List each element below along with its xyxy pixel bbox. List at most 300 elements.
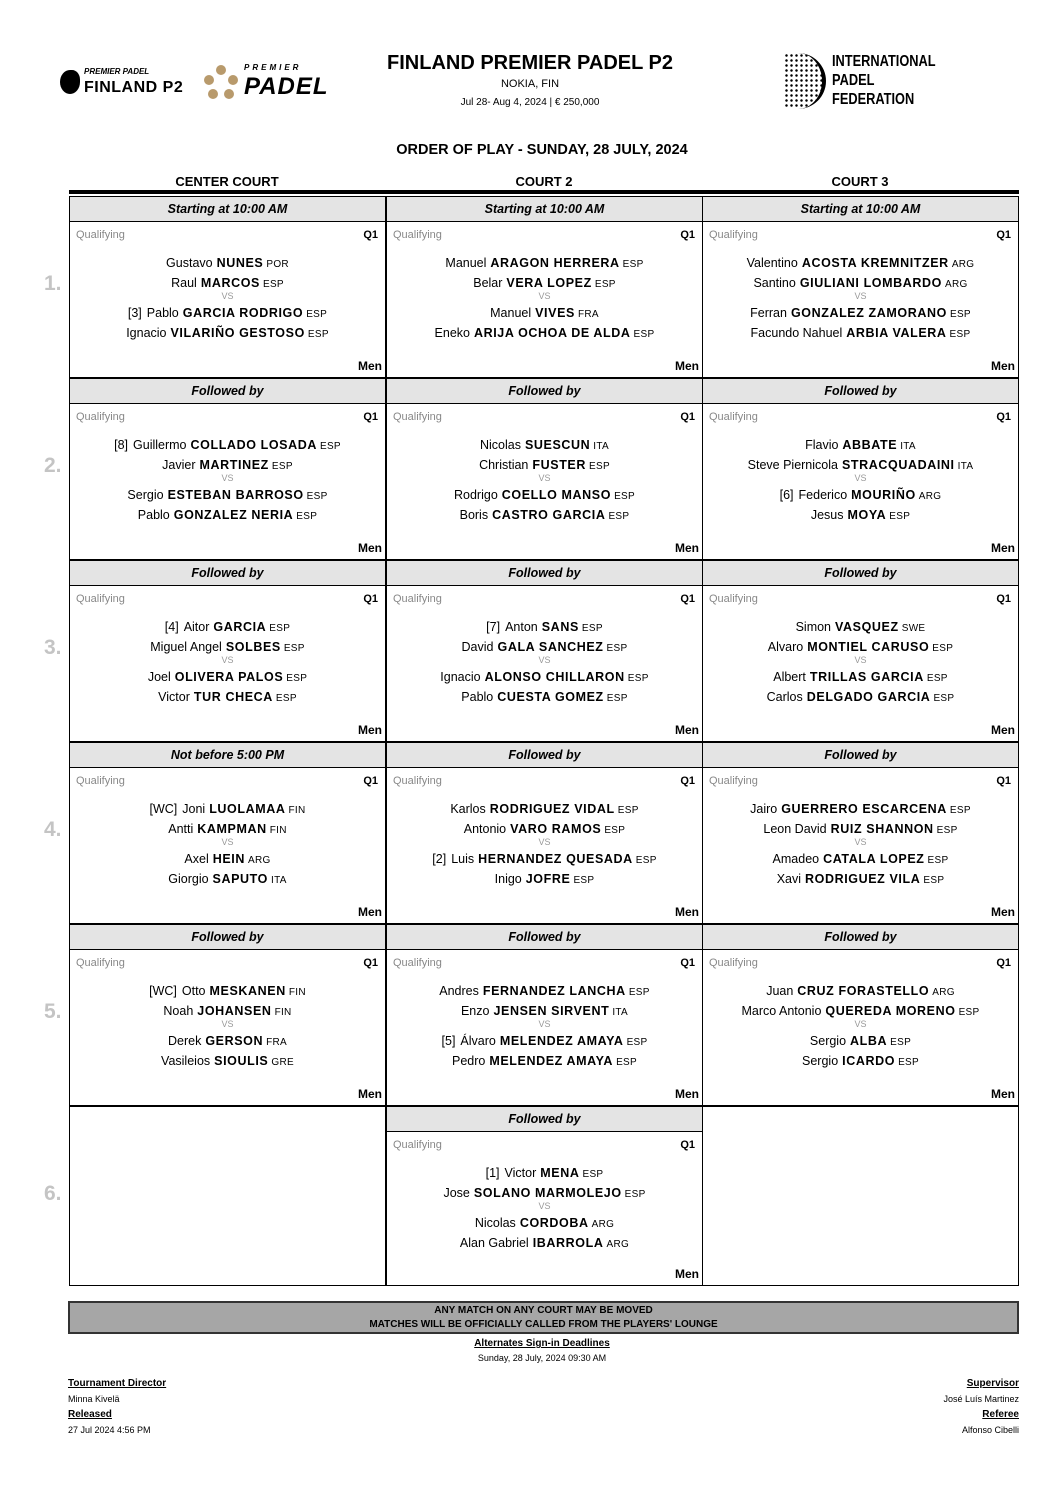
player xyxy=(70,508,385,524)
time-band: Followed by xyxy=(386,924,703,950)
player-country: ESP xyxy=(608,511,630,522)
player-last-name: MELENDEZ AMAYA xyxy=(489,1054,614,1068)
player-country: ESP xyxy=(589,461,610,472)
player-first-name: Sergio xyxy=(802,1054,839,1068)
player-first-name: Albert xyxy=(773,670,806,684)
match-category: Qualifying xyxy=(393,957,442,969)
director-name: Minna Kivelä xyxy=(68,1394,120,1404)
player-last-name: COLLADO LOSADA xyxy=(190,438,317,452)
player xyxy=(387,438,702,454)
player-first-name: Nicolas xyxy=(474,1216,516,1230)
player-country: ESP xyxy=(622,259,644,270)
match-gender: Men xyxy=(675,1267,699,1281)
player xyxy=(387,1166,702,1182)
player-last-name: GARCIA xyxy=(213,620,267,634)
vs-label: VS xyxy=(538,1201,551,1211)
player-last-name: JENSEN SIRVENT xyxy=(493,1004,610,1018)
notice-banner xyxy=(68,1301,1019,1334)
player xyxy=(70,670,385,686)
player-first-name: Antonio xyxy=(463,822,507,836)
referee-name: Alfonso Cibelli xyxy=(961,1425,1019,1435)
row-number: 1. xyxy=(44,272,62,295)
court-header-center: CENTER COURT xyxy=(175,174,279,189)
row-number: 6. xyxy=(44,1182,62,1205)
player xyxy=(70,326,385,342)
player-last-name: IBARROLA xyxy=(532,1236,604,1250)
match-gender: Men xyxy=(675,723,699,737)
player-country: ESP xyxy=(889,511,911,522)
player-last-name: MELENDEZ AMAYA xyxy=(499,1034,624,1048)
player-country: ARG xyxy=(591,1219,615,1230)
player-country: ESP xyxy=(275,693,297,704)
vs-label: VS xyxy=(538,655,551,665)
player xyxy=(703,640,1018,656)
player-country: ESP xyxy=(624,1189,646,1200)
player-country: ARG xyxy=(932,987,955,998)
ipf-logo xyxy=(784,52,961,109)
match-gender: Men xyxy=(358,723,382,737)
player-first-name: Luis xyxy=(451,852,475,866)
player xyxy=(70,306,385,322)
player-last-name: GALA SANCHEZ xyxy=(497,640,604,654)
player-first-name: Noah xyxy=(163,1004,194,1018)
player-country: ESP xyxy=(635,855,657,866)
match-cell xyxy=(69,768,386,924)
match-round: Q1 xyxy=(363,229,378,241)
player-first-name: Valentino xyxy=(746,256,798,270)
player-first-name: Vasileios xyxy=(161,1054,211,1068)
player-country: ESP xyxy=(926,673,948,684)
match-round: Q1 xyxy=(996,957,1011,969)
player-first-name: Simon xyxy=(795,620,832,634)
player xyxy=(703,276,1018,292)
player-country: ESP xyxy=(283,643,305,654)
player xyxy=(703,438,1018,454)
match-gender: Men xyxy=(358,541,382,555)
notice-line: MATCHES WILL BE OFFICIALLY CALLED FROM THE PLAYERS' LOUNGE xyxy=(369,1319,718,1330)
vs-label: VS xyxy=(221,837,234,847)
player-first-name: Pablo xyxy=(461,690,494,704)
empty-slot xyxy=(702,1106,1019,1286)
tournament-location: NOKIA, FIN xyxy=(500,78,560,90)
player-country: ESP xyxy=(958,1007,980,1018)
finland-p2-logo xyxy=(60,66,183,97)
player-seed: [5] xyxy=(441,1034,456,1048)
supervisor-name: José Luís Martinez xyxy=(943,1394,1019,1404)
flower-icon xyxy=(204,65,238,99)
player-first-name: Sergio xyxy=(127,488,164,502)
match-cell xyxy=(69,222,386,378)
player-last-name: ESTEBAN BARROSO xyxy=(167,488,304,502)
player-last-name: SAPUTO xyxy=(212,872,269,886)
player xyxy=(703,1034,1018,1050)
player-country: ESP xyxy=(927,855,949,866)
time-band: Starting at 10:00 AM xyxy=(386,196,703,222)
player-first-name: Ignacio xyxy=(126,326,167,340)
player-country: ARG xyxy=(944,279,968,290)
player xyxy=(70,852,385,868)
player-last-name: HERNANDEZ QUESADA xyxy=(478,852,633,866)
match-cell xyxy=(702,768,1019,924)
match-round: Q1 xyxy=(363,411,378,423)
logo-text: PADEL xyxy=(244,73,329,100)
player-first-name: Jose xyxy=(443,1186,470,1200)
released-label: Released xyxy=(68,1409,112,1420)
match-category: Qualifying xyxy=(76,229,125,241)
match-cell xyxy=(702,222,1019,378)
match-category: Qualifying xyxy=(76,411,125,423)
footer-right xyxy=(943,1378,1019,1436)
player-country: ESP xyxy=(949,329,971,340)
time-band: Followed by xyxy=(386,1106,703,1132)
player-last-name: VILARIÑO GESTOSO xyxy=(170,326,305,340)
player-first-name: Christian xyxy=(479,458,529,472)
match-category: Qualifying xyxy=(393,229,442,241)
player-country: ITA xyxy=(612,1007,629,1018)
player xyxy=(70,1004,385,1020)
premier-padel-mark-icon xyxy=(60,70,80,94)
logo-text: PADEL xyxy=(832,72,875,89)
player-first-name: Pablo xyxy=(146,306,179,320)
player xyxy=(703,1004,1018,1020)
player-last-name: SOLBES xyxy=(225,640,281,654)
player xyxy=(387,690,702,706)
match-category: Qualifying xyxy=(709,593,758,605)
player-country: ESP xyxy=(626,1037,648,1048)
vs-label: VS xyxy=(854,1019,867,1029)
player-first-name: Alvaro xyxy=(767,640,804,654)
player-country: ESP xyxy=(582,1169,604,1180)
player-first-name: Otto xyxy=(181,984,206,998)
player-first-name: Xavi xyxy=(776,872,802,886)
player xyxy=(703,256,1018,272)
match-gender: Men xyxy=(991,1087,1015,1101)
match-round: Q1 xyxy=(996,775,1011,787)
player-last-name: TRILLAS GARCIA xyxy=(809,670,924,684)
player-seed: [2] xyxy=(432,852,447,866)
player-country: ESP xyxy=(949,309,971,320)
vs-label: VS xyxy=(538,473,551,483)
match-cell xyxy=(386,222,703,378)
player-first-name: Victor xyxy=(158,690,190,704)
match-category: Qualifying xyxy=(709,411,758,423)
match-gender: Men xyxy=(675,905,699,919)
player-last-name: ALBA xyxy=(850,1034,888,1048)
player-country: ARG xyxy=(248,855,271,866)
player xyxy=(387,984,702,1000)
player xyxy=(70,438,385,454)
player xyxy=(70,458,385,474)
match-cell xyxy=(69,586,386,742)
player-country: ESP xyxy=(573,875,595,886)
player-country: ITA xyxy=(957,461,974,472)
match-gender: Men xyxy=(991,359,1015,373)
vs-label: VS xyxy=(221,291,234,301)
time-band: Followed by xyxy=(386,742,703,768)
player-last-name: GONZALEZ NERIA xyxy=(173,508,294,522)
player-seed: [WC] xyxy=(149,802,178,816)
player-first-name: Ignacio xyxy=(440,670,481,684)
logo-text: FEDERATION xyxy=(832,91,915,108)
player-first-name: Gustavo xyxy=(166,256,213,270)
player-country: FIN xyxy=(288,805,306,816)
player xyxy=(387,508,702,524)
player xyxy=(703,802,1018,818)
player-last-name: MARCOS xyxy=(200,276,260,290)
tournament-dates: Jul 28- Aug 4, 2024 | € 250,000 xyxy=(460,97,600,108)
match-gender: Men xyxy=(675,541,699,555)
player-last-name: MOURIÑO xyxy=(851,488,916,502)
player-country: ESP xyxy=(933,693,955,704)
match-cell xyxy=(702,404,1019,560)
player-seed: [6] xyxy=(779,488,794,502)
player-country: FRA xyxy=(577,309,599,320)
match-cell xyxy=(386,1132,703,1286)
player-last-name: FERNANDEZ LANCHA xyxy=(482,984,626,998)
player xyxy=(703,488,1018,504)
player-last-name: GUERRERO ESCARCENA xyxy=(781,802,947,816)
match-round: Q1 xyxy=(680,1139,695,1151)
footer-left xyxy=(68,1378,166,1436)
premier-padel-logo xyxy=(204,62,329,101)
player-last-name: GONZALEZ ZAMORANO xyxy=(790,306,947,320)
player-last-name: RUIZ SHANNON xyxy=(830,822,934,836)
player-first-name: Federico xyxy=(798,488,848,502)
player-last-name: SIOULIS xyxy=(214,1054,269,1068)
player-last-name: SOLANO MARMOLEJO xyxy=(473,1186,622,1200)
player-first-name: Belar xyxy=(473,276,503,290)
player-last-name: HEIN xyxy=(212,852,245,866)
player xyxy=(703,690,1018,706)
player xyxy=(387,1034,702,1050)
player-last-name: VIVES xyxy=(535,306,575,320)
match-category: Qualifying xyxy=(76,957,125,969)
player-country: ESP xyxy=(286,673,308,684)
player-last-name: MOYA xyxy=(847,508,887,522)
match-category: Qualifying xyxy=(76,593,125,605)
time-band: Followed by xyxy=(702,560,1019,586)
time-band: Followed by xyxy=(386,378,703,404)
player xyxy=(703,872,1018,888)
match-category: Qualifying xyxy=(76,775,125,787)
player-last-name: STRACQUADAINI xyxy=(841,458,955,472)
player-country: ESP xyxy=(269,623,291,634)
player-last-name: ABBATE xyxy=(842,438,898,452)
match-category: Qualifying xyxy=(393,593,442,605)
player-last-name: RODRIGUEZ VILA xyxy=(805,872,921,886)
player-last-name: ACOSTA KREMNITZER xyxy=(801,256,949,270)
player xyxy=(70,488,385,504)
time-band: Followed by xyxy=(702,924,1019,950)
player xyxy=(387,256,702,272)
player-country: FIN xyxy=(269,825,287,836)
player-last-name: SUESCUN xyxy=(524,438,591,452)
player-first-name: Guillermo xyxy=(133,438,187,452)
player-last-name: VERA LOPEZ xyxy=(506,276,592,290)
row-number: 2. xyxy=(44,454,62,477)
player-last-name: ARBIA VALERA xyxy=(846,326,947,340)
player-first-name: Ferran xyxy=(750,306,787,320)
alternates-deadline: Sunday, 28 July, 2024 09:30 AM xyxy=(477,1353,607,1363)
match-cell xyxy=(702,586,1019,742)
player-seed: [8] xyxy=(114,438,129,452)
match-round: Q1 xyxy=(680,229,695,241)
player xyxy=(387,1004,702,1020)
player-last-name: CORDOBA xyxy=(519,1216,589,1230)
player-country: ARG xyxy=(606,1239,630,1250)
player-first-name: Andres xyxy=(439,984,479,998)
row-number: 5. xyxy=(44,1000,62,1023)
tournament-title: FINLAND PREMIER PADEL P2 xyxy=(387,52,673,74)
player-last-name: VASQUEZ xyxy=(835,620,899,634)
match-cell xyxy=(386,586,703,742)
player-country: ESP xyxy=(581,623,603,634)
player-first-name: Jairo xyxy=(750,802,778,816)
player xyxy=(70,640,385,656)
player-last-name: VARO RAMOS xyxy=(510,822,602,836)
player xyxy=(703,458,1018,474)
match-gender: Men xyxy=(358,905,382,919)
match-category: Qualifying xyxy=(393,1139,442,1151)
player-seed: [7] xyxy=(486,620,501,634)
player-country: ESP xyxy=(633,329,655,340)
player-last-name: GIULIANI LOMBARDO xyxy=(799,276,942,290)
match-category: Qualifying xyxy=(393,775,442,787)
player-first-name: Joel xyxy=(147,670,171,684)
match-gender: Men xyxy=(991,723,1015,737)
player-country: ESP xyxy=(606,693,628,704)
player-country: ESP xyxy=(898,1057,919,1068)
player-first-name: Axel xyxy=(184,852,209,866)
vs-label: VS xyxy=(854,473,867,483)
player xyxy=(703,620,1018,636)
match-gender: Men xyxy=(358,359,382,373)
player xyxy=(70,872,385,888)
player-last-name: ARAGON HERRERA xyxy=(490,256,620,270)
court-header-court-2: COURT 2 xyxy=(515,174,573,189)
match-gender: Men xyxy=(991,905,1015,919)
player-country: ESP xyxy=(319,441,341,452)
logo-text: PREMIER xyxy=(244,63,302,72)
player-country: ESP xyxy=(617,805,639,816)
player-last-name: ALONSO CHILLARON xyxy=(484,670,625,684)
row-number: 3. xyxy=(44,636,62,659)
player-country: ESP xyxy=(594,279,616,290)
empty-slot xyxy=(69,1106,386,1286)
player xyxy=(387,1216,702,1232)
player-last-name: CRUZ FORASTELLO xyxy=(797,984,930,998)
released-time: 27 Jul 2024 4:56 PM xyxy=(68,1425,151,1435)
alternates-label: Alternates Sign-in Deadlines xyxy=(474,1338,610,1349)
match-round: Q1 xyxy=(363,593,378,605)
player xyxy=(70,276,385,292)
player xyxy=(387,1236,702,1252)
player xyxy=(703,326,1018,342)
player-first-name: Álvaro xyxy=(460,1034,496,1048)
match-round: Q1 xyxy=(996,593,1011,605)
player-first-name: Manuel xyxy=(445,256,487,270)
vs-label: VS xyxy=(854,837,867,847)
player-last-name: SANS xyxy=(541,620,579,634)
match-gender: Men xyxy=(358,1087,382,1101)
player-last-name: KAMPMAN xyxy=(197,822,267,836)
player-first-name: Raul xyxy=(171,276,197,290)
player xyxy=(387,802,702,818)
match-cell xyxy=(386,950,703,1106)
player-country: ESP xyxy=(606,643,628,654)
player-first-name: Leon David xyxy=(763,822,827,836)
player xyxy=(387,872,702,888)
player-country: FIN xyxy=(288,987,306,998)
player xyxy=(70,1054,385,1070)
player-country: FIN xyxy=(274,1007,292,1018)
logo-text: PREMIER PADEL xyxy=(84,67,150,76)
player-country: ITA xyxy=(593,441,610,452)
player-last-name: GERSON xyxy=(205,1034,264,1048)
player-first-name: Eneko xyxy=(434,326,470,340)
player xyxy=(387,276,702,292)
player-country: ESP xyxy=(936,825,958,836)
match-cell xyxy=(69,950,386,1106)
player-country: ITA xyxy=(271,875,287,886)
player xyxy=(387,458,702,474)
player-last-name: JOHANSEN xyxy=(197,1004,272,1018)
player xyxy=(703,508,1018,524)
match-round: Q1 xyxy=(363,775,378,787)
player-first-name: Manuel xyxy=(490,306,532,320)
player-country: ESP xyxy=(307,329,329,340)
player-country: FRA xyxy=(266,1037,288,1048)
player-seed: [3] xyxy=(127,306,142,320)
time-band: Followed by xyxy=(69,560,386,586)
court-header-court-3: COURT 3 xyxy=(831,174,889,189)
player-country: GRE xyxy=(271,1057,294,1068)
player xyxy=(703,822,1018,838)
player-last-name: ARIJA OCHOA DE ALDA xyxy=(473,326,631,340)
player-last-name: MENA xyxy=(540,1166,580,1180)
player-country: ESP xyxy=(306,309,328,320)
player-seed: [1] xyxy=(485,1166,500,1180)
referee-label: Referee xyxy=(982,1409,1019,1420)
player xyxy=(70,802,385,818)
player-first-name: Amadeo xyxy=(772,852,820,866)
player-first-name: Aitor xyxy=(183,620,210,634)
player-first-name: Nicolas xyxy=(479,438,521,452)
player xyxy=(703,670,1018,686)
player xyxy=(703,1054,1018,1070)
player-first-name: Javier xyxy=(162,458,196,472)
player-first-name: Enzo xyxy=(460,1004,490,1018)
player-last-name: NUNES xyxy=(216,256,264,270)
player-first-name: Marco Antonio xyxy=(741,1004,822,1018)
player-country: ESP xyxy=(932,643,954,654)
player-country: ESP xyxy=(306,491,328,502)
player xyxy=(703,306,1018,322)
vs-label: VS xyxy=(538,837,551,847)
time-band: Followed by xyxy=(702,742,1019,768)
player xyxy=(703,984,1018,1000)
match-round: Q1 xyxy=(680,593,695,605)
match-cell xyxy=(69,404,386,560)
director-label: Tournament Director xyxy=(68,1378,167,1389)
match-category: Qualifying xyxy=(709,229,758,241)
vs-label: VS xyxy=(221,1019,234,1029)
player xyxy=(387,670,702,686)
player xyxy=(70,822,385,838)
vs-label: VS xyxy=(854,291,867,301)
player-first-name: Derek xyxy=(167,1034,202,1048)
padel-ball-icon xyxy=(784,53,826,109)
